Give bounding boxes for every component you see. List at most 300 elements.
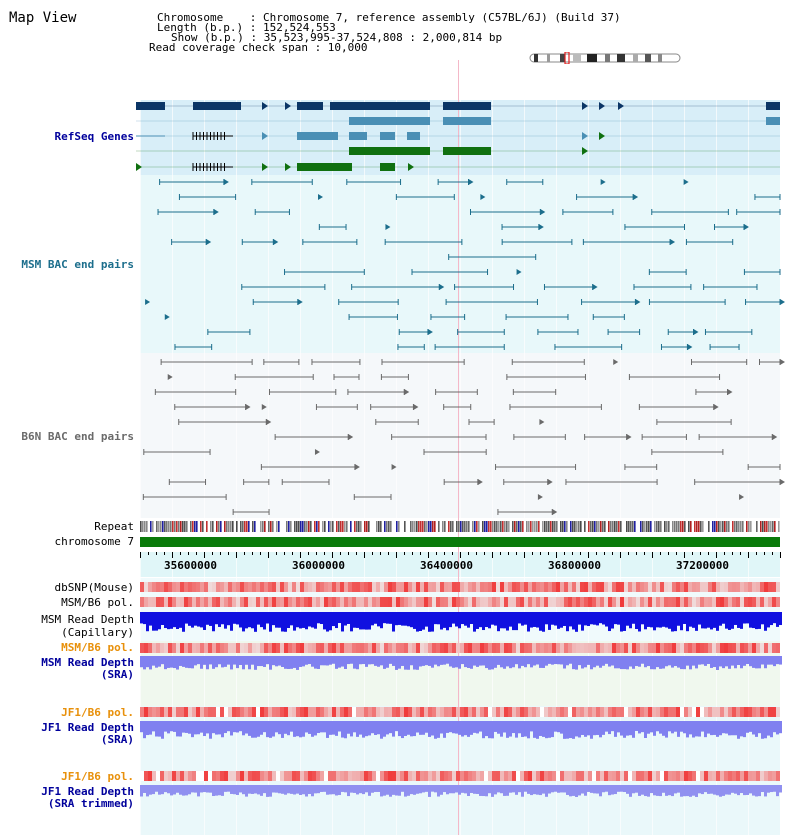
repeat-mark <box>616 521 618 532</box>
jf1-depth-trim-bar <box>755 785 758 796</box>
msm-depth-cap-bar <box>650 612 653 627</box>
msm-pol2-heat <box>612 643 616 653</box>
msm-depth-sra-bar <box>764 656 767 668</box>
track-label-jf1-depth-sra[interactable]: JF1 Read Depth <box>41 721 134 734</box>
jf1-depth-trim-bar <box>542 785 545 794</box>
msm-depth-sra-bar <box>311 656 314 667</box>
msm-depth-cap-bar <box>467 612 470 628</box>
jf1-depth-sra-bar <box>551 721 554 737</box>
repeat-mark <box>720 521 722 532</box>
jf1-pol2-heat <box>756 771 760 781</box>
msm-depth-sra-bar <box>452 656 455 668</box>
jf1-depth-trim-bar <box>494 785 497 794</box>
jf1-depth-sra-bar <box>170 721 173 731</box>
repeat-mark <box>252 521 254 532</box>
msm-pol2-heat <box>500 643 504 653</box>
repeat-mark <box>164 521 166 532</box>
dbsnp-heat <box>732 582 736 592</box>
jf1-pol-heat <box>560 707 564 717</box>
jf1-depth-trim-bar <box>221 785 224 796</box>
axis-tick-label: 36000000 <box>292 559 345 572</box>
msm-depth-sra-bar <box>422 656 425 666</box>
dbsnp-heat <box>468 582 472 592</box>
jf1-pol-heat <box>380 707 384 717</box>
dbsnp-heat <box>404 582 408 592</box>
repeat-mark <box>504 521 506 532</box>
dbsnp-heat <box>508 582 512 592</box>
repeat-mark <box>602 521 604 532</box>
jf1-depth-trim-bar <box>710 785 713 794</box>
track-label-msm-pol[interactable]: MSM/B6 pol. <box>61 596 134 609</box>
repeat-mark <box>184 521 186 532</box>
msm-pol2-heat <box>412 643 416 653</box>
jf1-depth-sra-bar <box>644 721 647 738</box>
repeat-mark <box>544 521 546 532</box>
dbsnp-heat <box>452 582 456 592</box>
track-label-jf1-depth-trim[interactable]: JF1 Read Depth <box>41 785 134 798</box>
jf1-depth-trim-bar <box>161 785 164 794</box>
msm-pol2-heat <box>244 643 248 653</box>
repeat-mark <box>300 521 302 532</box>
jf1-depth-sra-bar <box>704 721 707 737</box>
jf1-depth-sra-bar <box>545 721 548 738</box>
jf1-depth-trim-bar <box>398 785 401 796</box>
jf1-depth-sra-bar <box>374 721 377 735</box>
msm-depth-sra-bar <box>515 656 518 664</box>
jf1-pol2-heat <box>688 771 692 781</box>
msm-pol-heat <box>568 597 572 607</box>
jf1-pol2-heat <box>600 771 604 781</box>
msm-depth-cap-bar <box>509 612 512 627</box>
msm-depth-sra-bar <box>692 656 695 666</box>
jf1-depth-sra-bar <box>482 721 485 738</box>
repeat-mark <box>560 521 562 532</box>
dbsnp-heat <box>564 582 568 592</box>
msm-depth-cap-bar <box>605 612 608 627</box>
repeat-mark <box>650 521 652 532</box>
msm-pol-heat <box>620 597 624 607</box>
jf1-pol2-heat <box>648 771 652 781</box>
msm-depth-sra-bar <box>638 656 641 667</box>
dbsnp-heat <box>348 582 352 592</box>
dbsnp-heat <box>768 582 772 592</box>
msm-depth-sra-bar <box>614 656 617 668</box>
dbsnp-heat <box>612 582 616 592</box>
msm-depth-cap-bar <box>281 612 284 631</box>
jf1-pol2-heat <box>692 771 696 781</box>
repeat-mark <box>410 521 412 532</box>
track-label-refseq[interactable]: RefSeq Genes <box>54 130 134 143</box>
repeat-mark <box>354 521 356 532</box>
dbsnp-heat <box>652 582 656 592</box>
msm-pol-heat <box>248 597 252 607</box>
track-label-b6n-bac[interactable]: B6N BAC end pairs <box>21 430 134 443</box>
jf1-depth-sra-bar <box>347 721 350 734</box>
jf1-pol2-heat <box>396 771 400 781</box>
dbsnp-heat <box>696 582 700 592</box>
jf1-pol-heat <box>372 707 376 717</box>
dbsnp-heat <box>264 582 268 592</box>
msm-pol2-heat <box>512 643 516 653</box>
msm-pol2-heat <box>704 643 708 653</box>
track-label-msm-depth-sra[interactable]: MSM Read Depth <box>41 656 134 669</box>
dbsnp-heat <box>232 582 236 592</box>
track-label-jf1-pol[interactable]: JF1/B6 pol. <box>61 706 134 719</box>
track-label-chromosome[interactable]: chromosome 7 <box>54 535 134 548</box>
msm-depth-sra-bar <box>470 656 473 669</box>
dbsnp-heat <box>156 582 160 592</box>
jf1-pol2-heat <box>496 771 500 781</box>
repeat-mark <box>696 521 698 532</box>
jf1-depth-sra-bar <box>242 721 245 735</box>
dbsnp-heat <box>680 582 684 592</box>
jf1-pol-heat <box>432 707 436 717</box>
msm-depth-cap-bar <box>545 612 548 624</box>
dbsnp-heat <box>572 582 576 592</box>
msm-depth-sra-bar <box>707 656 710 664</box>
msm-depth-cap-bar <box>332 612 335 626</box>
msm-pol2-heat <box>372 643 376 653</box>
msm-pol-heat <box>204 597 208 607</box>
jf1-depth-sra-bar <box>365 721 368 736</box>
jf1-depth-trim-bar <box>269 785 272 797</box>
jf1-pol-heat <box>500 707 504 717</box>
dbsnp-heat <box>400 582 404 592</box>
msm-pol2-heat <box>352 643 356 653</box>
b6n-bac-pair-arrow <box>780 359 785 365</box>
msm-pol2-heat <box>532 643 536 653</box>
dbsnp-heat <box>484 582 488 592</box>
msm-pol-heat <box>708 597 712 607</box>
jf1-pol-heat <box>584 707 588 717</box>
msm-pol-heat <box>384 597 388 607</box>
repeat-mark <box>166 521 168 532</box>
msm-pol2-heat <box>464 643 468 653</box>
jf1-pol-heat <box>152 707 156 717</box>
msm-depth-sra-bar <box>737 656 740 665</box>
jf1-pol2-heat <box>340 771 344 781</box>
repeat-mark <box>150 521 152 532</box>
jf1-pol-heat <box>696 707 700 717</box>
msm-pol2-heat <box>444 643 448 653</box>
jf1-depth-trim-bar <box>554 785 557 792</box>
msm-depth-sra-bar <box>350 656 353 664</box>
msm-depth-cap-bar <box>689 612 692 627</box>
jf1-pol-heat <box>620 707 624 717</box>
dbsnp-heat <box>760 582 764 592</box>
msm-pol2-heat <box>268 643 272 653</box>
jf1-depth-sra-bar <box>440 721 443 734</box>
msm-pol-heat <box>436 597 440 607</box>
jf1-depth-sra-bar <box>623 721 626 738</box>
msm-pol2-heat <box>688 643 692 653</box>
dbsnp-heat <box>172 582 176 592</box>
track-label-msm-pol-2[interactable]: MSM/B6 pol. <box>61 641 134 654</box>
msm-depth-sra-bar <box>446 656 449 664</box>
msm-pol2-heat <box>380 643 384 653</box>
msm-depth-cap-bar <box>377 612 380 626</box>
jf1-pol2-heat <box>708 771 712 781</box>
jf1-depth-sra-bar <box>341 721 344 738</box>
jf1-pol-heat <box>512 707 516 717</box>
msm-pol-heat <box>164 597 168 607</box>
track-label-jf1-pol-2[interactable]: JF1/B6 pol. <box>61 770 134 783</box>
msm-pol2-heat <box>608 643 612 653</box>
jf1-pol2-heat <box>732 771 736 781</box>
dbsnp-heat <box>256 582 260 592</box>
msm-depth-cap-bar <box>563 612 566 626</box>
jf1-pol-heat <box>316 707 320 717</box>
jf1-depth-trim-bar <box>245 785 248 797</box>
msm-pol-heat <box>452 597 456 607</box>
jf1-pol2-heat <box>720 771 724 781</box>
jf1-depth-sra-bar <box>515 721 518 738</box>
repeat-mark <box>308 521 310 532</box>
dbsnp-heat <box>632 582 636 592</box>
msm-depth-cap-bar <box>422 612 425 630</box>
msm-depth-sra-bar <box>569 656 572 664</box>
msm-depth-sra-bar <box>608 656 611 667</box>
msm-depth-cap-bar <box>305 612 308 629</box>
jf1-depth-trim-bar <box>644 785 647 796</box>
repeat-mark <box>634 521 636 532</box>
repeat-mark <box>700 521 702 532</box>
repeat-mark <box>254 521 256 532</box>
jf1-depth-trim-bar <box>701 785 704 794</box>
msm-pol-heat <box>660 597 664 607</box>
msm-depth-sra-bar <box>557 656 560 664</box>
msm-depth-sra-bar <box>212 656 215 669</box>
msm-depth-sra-bar <box>650 656 653 669</box>
repeat-mark <box>142 521 144 532</box>
repeat-mark <box>412 521 414 532</box>
msm-depth-sra-bar <box>698 656 701 665</box>
jf1-depth-sra-bar <box>278 721 281 734</box>
msm-pol-heat <box>148 597 152 607</box>
jf1-depth-sra-bar <box>611 721 614 731</box>
msm-pol2-heat <box>408 643 412 653</box>
msm-depth-cap-bar <box>236 612 239 624</box>
jf1-depth-sra-bar <box>197 721 200 734</box>
msm-pol2-heat <box>332 643 336 653</box>
jf1-pol-heat <box>736 707 740 717</box>
jf1-depth-trim-bar <box>182 785 185 796</box>
msm-depth-cap-bar <box>428 612 431 632</box>
msm-depth-cap-bar <box>170 612 173 629</box>
jf1-depth-trim-bar <box>443 785 446 792</box>
jf1-depth-sra-bar <box>497 721 500 734</box>
jf1-pol-heat <box>364 707 368 717</box>
jf1-pol-heat <box>212 707 216 717</box>
jf1-depth-trim-bar <box>563 785 566 792</box>
jf1-pol2-heat <box>696 771 700 781</box>
repeat-mark <box>672 521 674 532</box>
jf1-pol-heat <box>760 707 764 717</box>
msm-depth-cap-bar <box>251 612 254 628</box>
jf1-pol-heat <box>532 707 536 717</box>
msm-pol-heat <box>440 597 444 607</box>
msm-depth-sra-bar <box>665 656 668 666</box>
jf1-depth-trim-bar <box>437 785 440 797</box>
msm-depth-sra-bar <box>179 656 182 666</box>
msm-depth-sra-bar <box>476 656 479 667</box>
msm-depth-cap-bar <box>692 612 695 628</box>
jf1-depth-sra-bar <box>389 721 392 733</box>
dbsnp-heat <box>592 582 596 592</box>
jf1-depth-trim-bar <box>197 785 200 796</box>
jf1-pol-heat <box>640 707 644 717</box>
jf1-pol2-heat <box>264 771 268 781</box>
repeat-mark <box>468 521 470 532</box>
msm-depth-cap-bar <box>653 612 656 630</box>
jf1-pol2-heat <box>540 771 544 781</box>
msm-pol-heat <box>300 597 304 607</box>
jf1-pol-heat <box>428 707 432 717</box>
dbsnp-heat <box>756 582 760 592</box>
dbsnp-heat <box>464 582 468 592</box>
repeat-mark <box>432 521 434 532</box>
msm-pol-heat <box>564 597 568 607</box>
jf1-pol-heat <box>592 707 596 717</box>
repeat-mark <box>626 521 628 532</box>
repeat-mark <box>328 521 330 532</box>
repeat-mark <box>172 521 174 532</box>
repeat-mark <box>434 521 436 532</box>
msm-pol-heat <box>716 597 720 607</box>
msm-pol2-heat <box>212 643 216 653</box>
msm-depth-sra-bar <box>413 656 416 670</box>
jf1-pol-heat <box>244 707 248 717</box>
jf1-pol-heat <box>396 707 400 717</box>
jf1-depth-sra-bar <box>200 721 203 733</box>
jf1-depth-trim-bar <box>272 785 275 792</box>
jf1-depth-sra-bar <box>152 721 155 731</box>
jf1-pol-heat <box>476 707 480 717</box>
jf1-pol2-heat <box>176 771 180 781</box>
msm-depth-sra-bar <box>404 656 407 670</box>
jf1-depth-sra-bar <box>689 721 692 734</box>
track-label-msm-bac[interactable]: MSM BAC end pairs <box>21 258 134 271</box>
repeat-mark <box>556 521 558 532</box>
dbsnp-heat <box>336 582 340 592</box>
jf1-pol2-heat <box>548 771 552 781</box>
repeat-mark <box>712 521 714 532</box>
dbsnp-heat <box>532 582 536 592</box>
dbsnp-heat <box>684 582 688 592</box>
jf1-depth-sra-bar <box>206 721 209 733</box>
repeat-mark <box>612 521 614 532</box>
track-label-msm-depth-cap[interactable]: MSM Read Depth <box>41 613 134 626</box>
jf1-depth-trim-bar <box>749 785 752 793</box>
repeat-mark <box>714 521 716 532</box>
msm-pol2-heat <box>744 643 748 653</box>
track-label-repeat[interactable]: Repeat <box>94 520 134 533</box>
jf1-depth-trim-bar <box>617 785 620 792</box>
jf1-depth-sra-bar <box>536 721 539 739</box>
jf1-pol-heat <box>644 707 648 717</box>
msm-depth-sra-bar <box>257 656 260 666</box>
msm-pol2-heat <box>384 643 388 653</box>
jf1-depth-sra-bar <box>479 721 482 732</box>
msm-pol-heat <box>728 597 732 607</box>
jf1-depth-sra-bar <box>626 721 629 736</box>
jf1-depth-trim-bar <box>290 785 293 794</box>
chromosome-info: Chromosome : Chromosome 7, reference assembly (C57BL/6J) (Build 37) <box>157 11 621 24</box>
dbsnp-heat <box>384 582 388 592</box>
msm-pol-heat <box>692 597 696 607</box>
jf1-depth-trim-bar <box>671 785 674 796</box>
msm-pol-heat <box>192 597 196 607</box>
dbsnp-heat <box>740 582 744 592</box>
msm-depth-sra-bar <box>380 656 383 665</box>
repeat-mark <box>756 521 758 532</box>
dbsnp-heat <box>744 582 748 592</box>
jf1-pol-heat <box>484 707 488 717</box>
jf1-depth-trim-bar <box>251 785 254 794</box>
jf1-depth-sra-bar <box>650 721 653 732</box>
msm-depth-cap-bar <box>623 612 626 631</box>
track-label-dbsnp[interactable]: dbSNP(Mouse) <box>54 581 134 594</box>
jf1-depth-trim-bar <box>620 785 623 792</box>
msm-pol-heat <box>304 597 308 607</box>
msm-pol-heat <box>636 597 640 607</box>
msm-pol2-heat <box>392 643 396 653</box>
msm-depth-sra-bar <box>701 656 704 664</box>
jf1-pol-heat <box>376 707 380 717</box>
msm-depth-sra-bar <box>146 656 149 667</box>
dbsnp-heat <box>676 582 680 592</box>
dbsnp-heat <box>396 582 400 592</box>
jf1-depth-sra-bar <box>749 721 752 732</box>
repeat-mark <box>772 521 774 532</box>
repeat-mark <box>506 521 508 532</box>
jf1-pol2-heat <box>624 771 628 781</box>
jf1-depth-trim-bar <box>641 785 644 795</box>
jf1-depth-sra-bar <box>143 721 146 738</box>
jf1-depth-sra-bar <box>272 721 275 737</box>
msm-pol-heat <box>596 597 600 607</box>
jf1-depth-sra-bar <box>629 721 632 735</box>
jf1-depth-sra-bar <box>449 721 452 732</box>
msm-pol2-heat <box>208 643 212 653</box>
msm-pol2-heat <box>560 643 564 653</box>
repeat-mark <box>610 521 612 532</box>
msm-pol2-heat <box>216 643 220 653</box>
msm-depth-sra-bar <box>683 656 686 669</box>
msm-depth-cap-bar <box>662 612 665 627</box>
gene-exon <box>330 102 430 110</box>
repeat-mark <box>278 521 280 532</box>
repeat-mark <box>722 521 724 532</box>
msm-depth-cap-bar <box>260 612 263 627</box>
jf1-depth-sra-bar <box>371 721 374 733</box>
jf1-depth-trim-bar <box>257 785 260 794</box>
msm-depth-cap-bar <box>302 612 305 628</box>
jf1-depth-trim-bar <box>482 785 485 796</box>
jf1-depth-sra-bar <box>662 721 665 736</box>
msm-depth-sra-bar <box>140 656 143 667</box>
msm-depth-cap-bar <box>770 612 773 625</box>
jf1-depth-trim-bar <box>458 785 461 795</box>
jf1-depth-trim-bar <box>389 785 392 797</box>
repeat-mark <box>658 521 660 532</box>
jf1-pol2-heat <box>140 771 144 781</box>
repeat-mark <box>732 521 734 532</box>
jf1-pol-heat <box>464 707 468 717</box>
jf1-depth-trim-bar <box>668 785 671 795</box>
msm-pol-heat <box>408 597 412 607</box>
jf1-depth-trim-bar <box>155 785 158 792</box>
